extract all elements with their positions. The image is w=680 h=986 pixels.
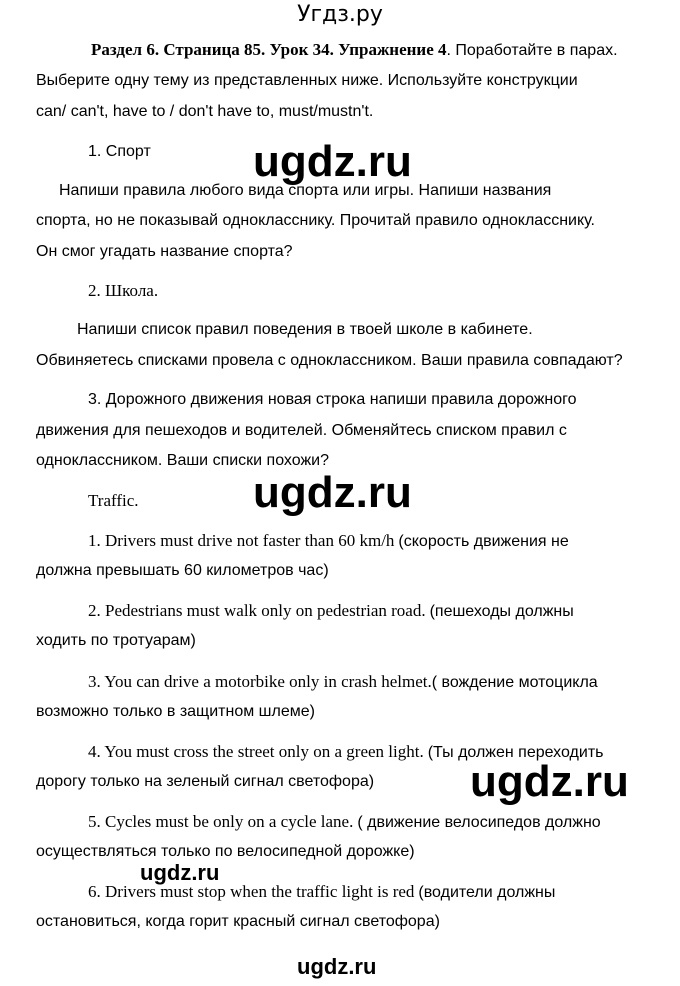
rule-6-ru-cont: остановиться, когда горит красный сигнал светофора) [36, 913, 440, 930]
task-3-line-2: движения для пешеходов и водителей. Обменяйтесь списком правил с [36, 422, 567, 439]
rule-2-ru: (пешеходы должны [429, 603, 574, 620]
task-1-line-1: Напиши правила любого вида спорта или игры. Напиши названия [59, 182, 552, 199]
rule-5-en: 5. Cycles must be only on a cycle lane. [88, 812, 354, 831]
rule-1-ru: (скорость движения не [398, 533, 569, 550]
task-3-line-3: одноклассником. Ваши списки похожи? [36, 452, 330, 469]
rule-2-en: 2. Pedestrians must walk only on pedestrian road. [88, 601, 426, 620]
watermark: ugdz.ru [470, 757, 629, 806]
watermark: ugdz.ru [297, 954, 377, 979]
task-2-line-1: Напиши список правил поведения в твоей школе в кабинете. [77, 321, 533, 338]
watermark: ugdz.ru [140, 860, 220, 885]
rule-4-ru-cont: дорогу только на зеленый сигнал светофора) [36, 773, 375, 790]
task-2-title: 2. Школа. [88, 281, 159, 300]
task-3-line-1: 3. Дорожного движения новая строка напиши правила дорожного [88, 391, 577, 408]
rule-2 [88, 601, 574, 621]
rule-3-ru: ( вождение мотоцикла [431, 674, 598, 691]
exercise-header-rest: . Поработайте в парах. [446, 42, 618, 59]
exercise-header-bold: Раздел 6. Страница 85. Урок 34. Упражнение 4 [91, 40, 447, 59]
rule-1-en: 1. Drivers must drive not faster than 60 km/h [88, 531, 395, 550]
rule-5-ru: ( движение велосипедов должно [357, 814, 601, 831]
rule-3 [88, 672, 598, 692]
task-1-line-2: спорта, но не показывай однокласснику. Прочитай правило однокласснику. [36, 212, 595, 229]
site-title: Угдз.ру [297, 2, 383, 27]
rule-1-ru-cont: должна превышать 60 километров час) [36, 562, 329, 579]
rule-3-ru-cont: возможно только в защитном шлеме) [36, 703, 315, 720]
exercise-line-3: can/ can't, have to / don't have to, must/mustn't. [36, 103, 374, 120]
rule-2-ru-cont: ходить по тротуарам) [36, 632, 196, 649]
task-1-line-3: Он смог угадать название спорта? [36, 243, 293, 260]
rule-6-ru: (водители должны [418, 884, 556, 901]
rule-4-ru: (Ты должен переходить [427, 744, 604, 761]
task-2-line-2: Обвиняетесь списками провела с одноклассником. Ваши правила совпадают? [36, 352, 623, 369]
watermark: ugdz.ru [253, 468, 412, 517]
rule-6-en: 6. Drivers must stop when the traffic light is red [88, 882, 415, 901]
rule-6 [88, 882, 555, 902]
exercise-line-2: Выберите одну тему из представленных ниже. Используйте конструкции [36, 72, 578, 89]
exercise-header [91, 40, 618, 60]
rule-1 [88, 531, 569, 551]
rule-4-en: 4. You must cross the street only on a green light. [88, 742, 424, 761]
traffic-heading: Traffic. [88, 491, 139, 510]
rule-3-en: 3. You can drive a motorbike only in crash helmet. [88, 672, 432, 691]
rule-5-ru-cont: осуществляться только по велосипедной дорожке) [36, 843, 415, 860]
watermark: ugdz.ru [253, 137, 412, 186]
task-1-title: 1. Спорт [88, 143, 151, 160]
rule-5 [88, 812, 601, 832]
